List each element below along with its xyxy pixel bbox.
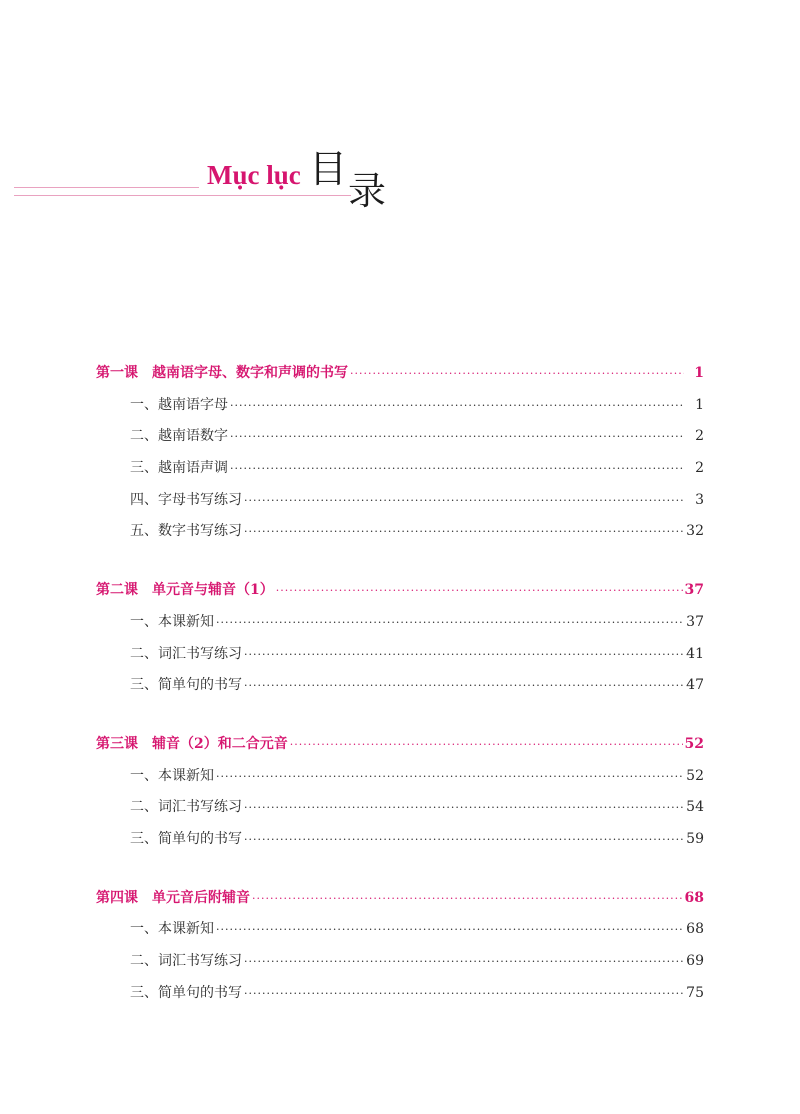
toc-lesson-entry[interactable] xyxy=(96,583,704,615)
toc-section-title: 二、词汇书写练习 xyxy=(130,799,242,816)
toc-section-page-number: 2 xyxy=(695,428,704,445)
toc-lesson-group xyxy=(96,583,704,710)
toc-leader-dots xyxy=(216,924,684,935)
title-chinese-first-char: 目 xyxy=(309,147,348,191)
toc-section-title: 三、越南语声调 xyxy=(130,460,228,477)
toc-section-page-number: 54 xyxy=(686,799,704,816)
toc-section-title: 三、简单句的书写 xyxy=(130,677,242,694)
toc-section-page-number: 47 xyxy=(686,677,704,694)
toc-section-entry[interactable] xyxy=(96,922,704,954)
page-header xyxy=(0,140,800,230)
decorative-rule-top xyxy=(14,187,199,188)
toc-section-page-number: 37 xyxy=(686,613,704,630)
toc-leader-dots xyxy=(244,834,684,845)
toc-section-title: 三、简单句的书写 xyxy=(130,984,242,1001)
toc-leader-dots xyxy=(244,526,684,537)
toc-leader-dots xyxy=(350,368,684,379)
toc-section-entry[interactable] xyxy=(96,832,704,864)
toc-section-page-number: 41 xyxy=(686,645,704,662)
toc-lesson-title: 单元音后附辅音 xyxy=(152,889,250,906)
toc-lesson-label xyxy=(96,891,250,905)
toc-section-entry[interactable] xyxy=(96,769,704,801)
toc-lesson-number: 第二课 xyxy=(96,582,138,599)
toc-leader-dots xyxy=(276,585,683,596)
table-of-contents xyxy=(96,366,704,1044)
toc-section-title: 三、简单句的书写 xyxy=(130,830,242,847)
toc-section-entry[interactable] xyxy=(96,493,704,525)
toc-section-page-number: 2 xyxy=(695,460,704,477)
toc-section-entry[interactable] xyxy=(96,954,704,986)
toc-section-entry[interactable] xyxy=(96,678,704,710)
toc-leader-dots xyxy=(244,495,684,506)
toc-section-page-number: 32 xyxy=(686,523,704,540)
toc-section-page-number: 69 xyxy=(686,953,704,969)
toc-section-entry[interactable] xyxy=(96,986,704,1018)
toc-section-page-number: 75 xyxy=(686,984,704,1001)
title-vietnamese: Mục lục xyxy=(207,160,301,190)
toc-section-title: 二、越南语数字 xyxy=(130,428,228,445)
toc-leader-dots xyxy=(290,739,683,750)
toc-section-page-number: 1 xyxy=(695,396,704,413)
toc-section-title: 五、数字书写练习 xyxy=(130,523,242,540)
toc-lesson-group xyxy=(96,366,704,556)
toc-lesson-page-number: 52 xyxy=(684,735,704,752)
toc-section-page-number: 68 xyxy=(686,921,704,938)
toc-lesson-number: 第四课 xyxy=(96,889,138,906)
toc-leader-dots xyxy=(230,463,684,474)
toc-lesson-page-number: 68 xyxy=(684,889,704,906)
toc-leader-dots xyxy=(244,680,684,691)
toc-leader-dots xyxy=(216,617,684,628)
toc-section-entry[interactable] xyxy=(96,647,704,679)
decorative-rule-bottom xyxy=(14,195,351,196)
toc-lesson-entry[interactable] xyxy=(96,891,704,923)
toc-leader-dots xyxy=(244,988,684,999)
toc-lesson-number: 第三课 xyxy=(96,735,138,752)
toc-section-title: 二、词汇书写练习 xyxy=(130,953,242,969)
toc-section-entry[interactable] xyxy=(96,461,704,493)
toc-lesson-group xyxy=(96,891,704,1018)
toc-lesson-label xyxy=(96,737,288,751)
toc-section-title: 一、本课新知 xyxy=(130,767,214,784)
toc-leader-dots xyxy=(244,802,684,813)
toc-lesson-title: 越南语字母、数字和声调的书写 xyxy=(152,365,348,381)
toc-section-title: 一、本课新知 xyxy=(130,921,214,938)
toc-section-entry[interactable] xyxy=(96,524,704,556)
toc-leader-dots xyxy=(230,431,684,442)
toc-section-entry[interactable] xyxy=(96,800,704,832)
toc-section-entry[interactable] xyxy=(96,398,704,430)
toc-section-title: 二、词汇书写练习 xyxy=(130,645,242,662)
title-chinese-second-char: 录 xyxy=(348,169,387,213)
toc-lesson-group xyxy=(96,737,704,864)
toc-lesson-label xyxy=(96,583,274,597)
toc-lesson-title: 单元音与辅音（1） xyxy=(152,582,274,599)
toc-section-page-number: 3 xyxy=(695,491,704,508)
toc-lesson-page-number: 1 xyxy=(694,365,704,381)
toc-lesson-page-number: 37 xyxy=(684,582,704,599)
toc-leader-dots xyxy=(252,893,683,904)
toc-section-entry[interactable] xyxy=(96,429,704,461)
toc-leader-dots xyxy=(244,649,684,660)
toc-section-page-number: 59 xyxy=(686,830,704,847)
toc-section-entry[interactable] xyxy=(96,615,704,647)
toc-lesson-label xyxy=(96,366,348,380)
toc-section-title: 一、本课新知 xyxy=(130,613,214,630)
toc-lesson-title: 辅音（2）和二合元音 xyxy=(152,735,288,752)
toc-leader-dots xyxy=(230,400,684,411)
toc-lesson-entry[interactable] xyxy=(96,366,704,398)
toc-section-title: 一、越南语字母 xyxy=(130,396,228,413)
toc-section-page-number: 52 xyxy=(686,767,704,784)
toc-lesson-entry[interactable] xyxy=(96,737,704,769)
toc-lesson-number: 第一课 xyxy=(96,365,138,381)
toc-section-title: 四、字母书写练习 xyxy=(130,491,242,508)
toc-leader-dots xyxy=(244,956,684,967)
toc-leader-dots xyxy=(216,771,684,782)
